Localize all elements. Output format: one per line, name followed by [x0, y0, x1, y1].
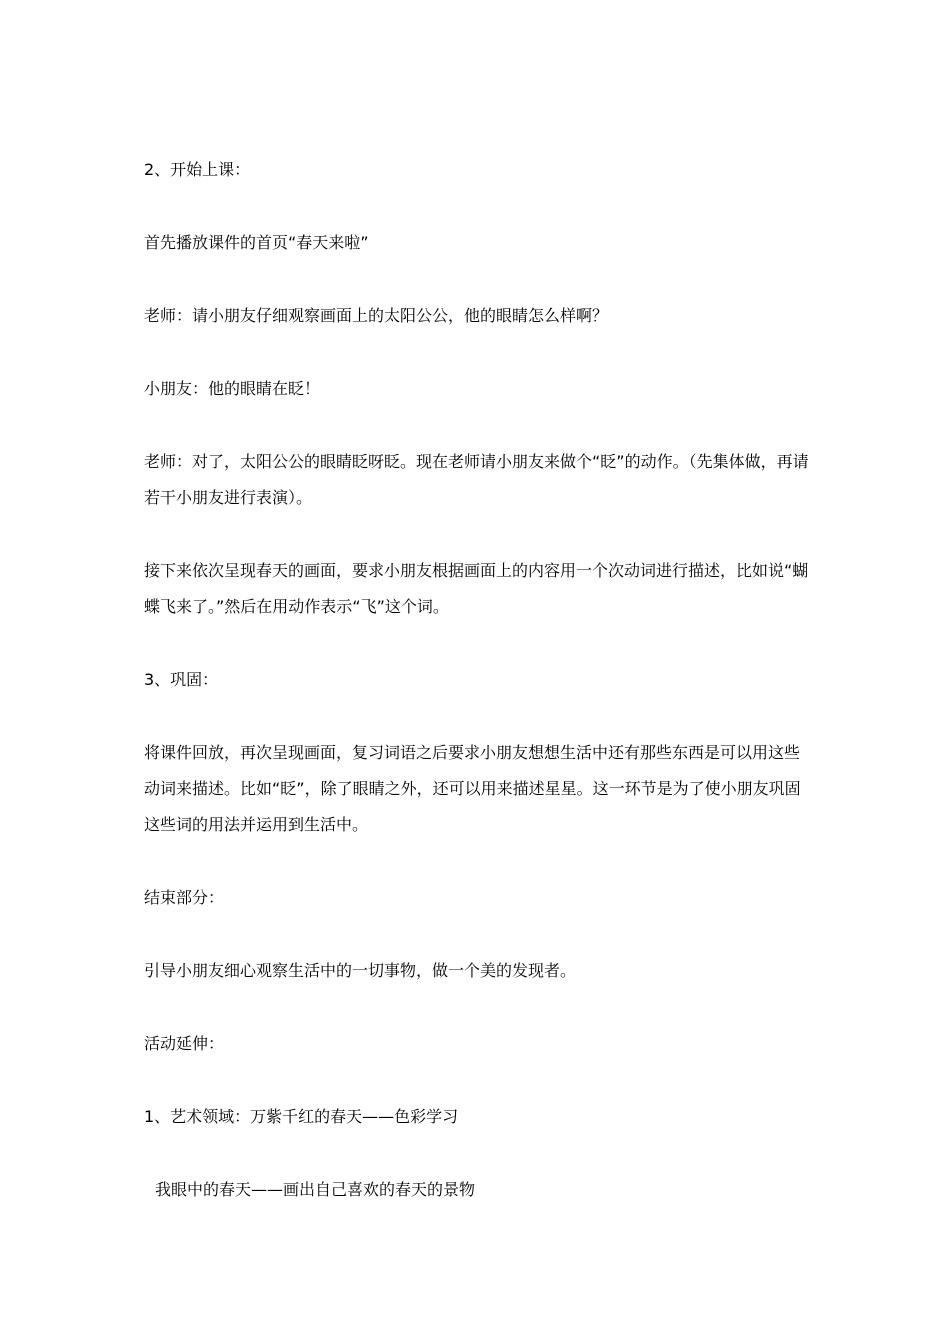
- paragraph: 首先播放课件的首页“春天来啦”: [144, 233, 369, 252]
- section-heading-ending: 结束部分：: [144, 888, 225, 907]
- paragraph: 小朋友：他的眼睛在眨！: [144, 379, 321, 398]
- paragraph: 1、艺术领域：万紫千红的春天——色彩学习: [144, 1107, 459, 1126]
- paragraph: 老师：请小朋友仔细观察画面上的太阳公公，他的眼睛怎么样啊？: [144, 306, 609, 325]
- section-heading-extension: 活动延伸：: [144, 1034, 225, 1053]
- paragraph: 将课件回放，再次呈现画面，复习词语之后要求小朋友想想生活中还有那些东西是可以用这些动词来描述。比如“眨”，除了眼睛之外，还可以用来描述星星。这一环节是为了使小朋友巩固这些词的用法并运用到生活中。: [144, 743, 801, 834]
- paragraph: 老师：对了，太阳公公的眼睛眨呀眨。现在老师请小朋友来做个“眨”的动作。（先集体做，再请若干小朋友进行表演）。: [144, 452, 809, 507]
- document-body: [144, 152, 812, 1245]
- section-heading-consolidate: 3、巩固：: [144, 670, 219, 689]
- paragraph: 引导小朋友细心观察生活中的一切事物，做一个美的发现者。: [144, 961, 577, 980]
- paragraph: 我眼中的春天——画出自己喜欢的春天的景物: [155, 1180, 476, 1199]
- paragraph: 接下来依次呈现春天的画面，要求小朋友根据画面上的内容用一个次动词进行描述，比如说“蝴蝶飞来了。”然后在用动作表示“飞”这个词。: [144, 561, 809, 616]
- section-heading-start-class: 2、开始上课：: [144, 160, 251, 179]
